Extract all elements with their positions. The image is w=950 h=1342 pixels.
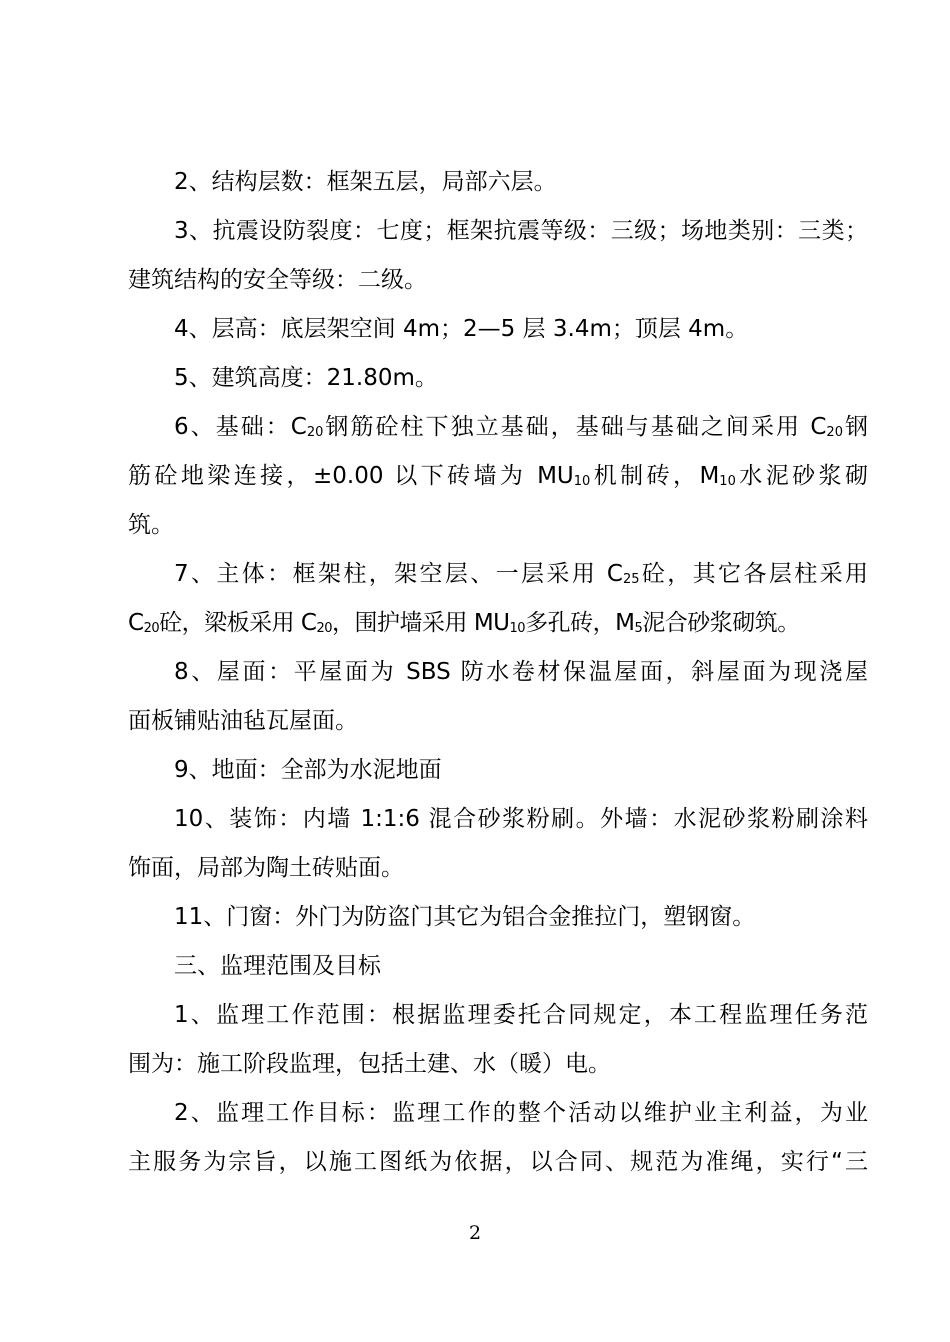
text-line: 2、结构层数：框架五层，局部六层。 — [174, 169, 557, 195]
subscript: 20 — [143, 621, 160, 636]
text-line: 10、装饰：内墙 1:1:6 混合砂浆粉刷。外墙：水泥砂浆粉刷涂料 — [174, 806, 868, 832]
text-run: 钢 — [842, 414, 868, 440]
text-line: 4、层高：底层架空间 4m；2—5 层 3.4m；顶层 4m。 — [174, 316, 749, 342]
text-line — [174, 550, 868, 599]
text-run: 机制砖，M — [590, 463, 720, 489]
text-line — [128, 452, 868, 501]
subscript: 20 — [306, 425, 324, 440]
text-run: 钢筋砼柱下独立基础，基础与基础之间采用 C — [323, 414, 827, 440]
text-run: 水泥砂浆砌 — [735, 463, 868, 489]
text-line: 围为：施工阶段监理，包括土建、水（暖）电。 — [128, 1051, 611, 1077]
text-line — [174, 403, 868, 452]
text-run: 6、基础：C — [174, 414, 307, 440]
text-line: 8、屋面：平屋面为 SBS 防水卷材保温屋面，斜屋面为现浇屋 — [174, 659, 868, 685]
text-line: 1、监理工作范围：根据监理委托合同规定，本工程监理任务范 — [174, 1002, 868, 1028]
subscript: 10 — [509, 621, 526, 636]
text-run: C — [128, 610, 144, 636]
subscript: 10 — [719, 474, 736, 489]
text-run: 砼，其它各层柱采用 — [639, 561, 868, 587]
text-run: 筋砼地梁连接，±0.00 以下砖墙为 MU — [128, 463, 574, 489]
subscript: 25 — [622, 572, 640, 587]
text-line: 3、抗震设防裂度：七度；框架抗震等级：三级；场地类别：三类； — [174, 218, 868, 244]
text-run: 砼，梁板采用 C — [159, 610, 317, 636]
subscript: 20 — [316, 621, 333, 636]
text-line: 筑。 — [128, 512, 174, 538]
text-line: 2、监理工作目标：监理工作的整个活动以维护业主利益，为业 — [174, 1100, 868, 1126]
text-line: 建筑结构的安全等级：二级。 — [128, 267, 427, 293]
text-line — [128, 599, 868, 648]
text-run: 泥合砂浆砌筑。 — [642, 610, 800, 636]
section-heading: 三、监理范围及目标 — [174, 953, 381, 979]
text-line: 11、门窗：外门为防盗门其它为铝合金推拉门，塑钢窗。 — [174, 904, 756, 930]
subscript: 20 — [826, 425, 843, 440]
text-run: 多孔砖，M — [525, 610, 635, 636]
subscript: 10 — [573, 474, 591, 489]
text-line: 主服务为宗旨，以施工图纸为依据，以合同、规范为准绳，实行“三 — [128, 1149, 868, 1175]
text-line: 9、地面：全部为水泥地面 — [174, 757, 442, 783]
page-number: 2 — [468, 1222, 482, 1244]
text-run: 7、主体：框架柱，架空层、一层采用 C — [174, 561, 623, 587]
text-line: 面板铺贴油毡瓦屋面。 — [128, 708, 358, 734]
text-line: 饰面，局部为陶土砖贴面。 — [128, 855, 404, 881]
text-run: ，围护墙采用 MU — [332, 610, 510, 636]
text-line: 5、建筑高度：21.80m。 — [174, 365, 438, 391]
subscript: 5 — [634, 621, 643, 636]
